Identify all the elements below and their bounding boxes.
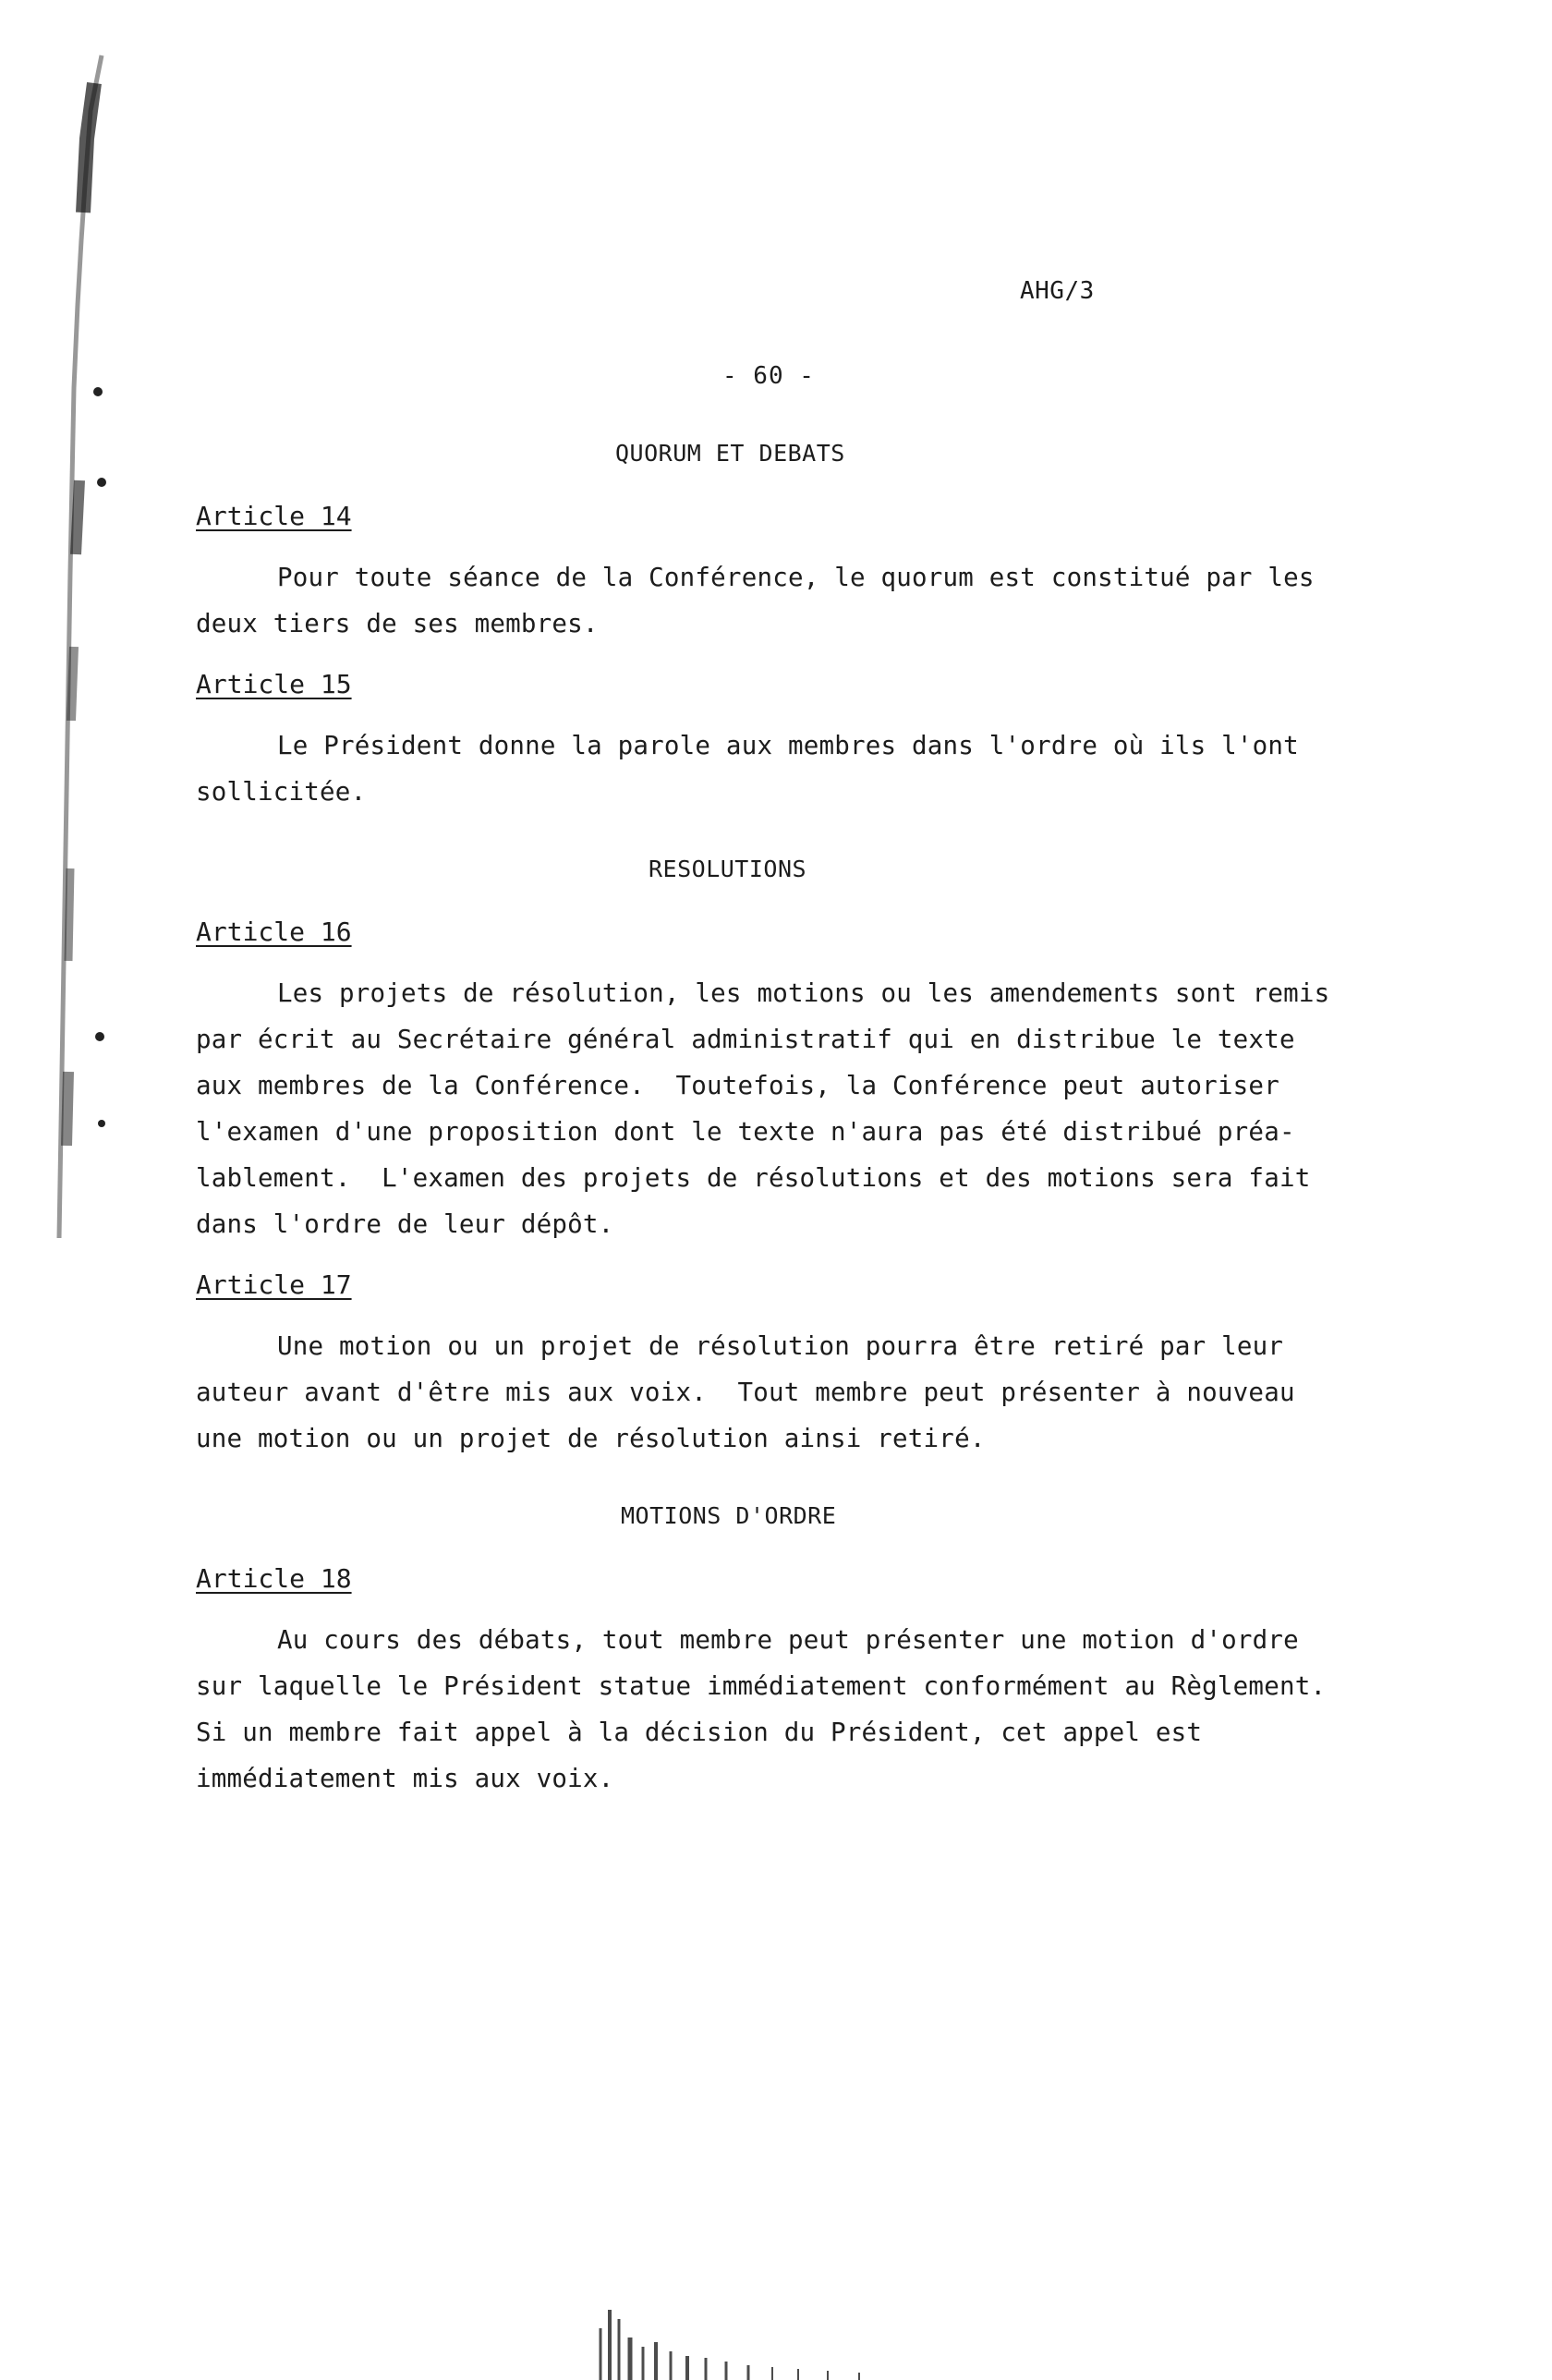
binding-shadow-artifact — [37, 0, 111, 1293]
article-14-line-2: deux tiers de ses membres. — [196, 609, 599, 638]
article-16-line-3: aux membres de la Conférence. Toutefois, la Conférence peut autoriser — [196, 1071, 1279, 1100]
section-heading-motions-ordre: MOTIONS D'ORDRE — [621, 1502, 837, 1529]
document-reference: AHG/3 — [1020, 277, 1095, 305]
article-16-text — [196, 970, 1397, 1247]
article-17-line-1: Une motion ou un projet de résolution pourra être retiré par leur — [277, 1331, 1284, 1361]
article-14-text — [196, 554, 1397, 647]
article-15-line-1: Le Président donne la parole aux membres dans l'ordre où ils l'ont — [277, 731, 1299, 760]
article-16-line-1: Les projets de résolution, les motions ou les amendements sont remis — [277, 978, 1330, 1008]
article-18-title: Article 18 — [196, 1563, 352, 1594]
article-18-line-2: sur laquelle le Président statue immédiatement conformément au Règlement. — [196, 1671, 1327, 1701]
article-18-line-3: Si un membre fait appel à la décision du Président, cet appel est — [196, 1718, 1203, 1747]
section-heading-resolutions: RESOLUTIONS — [649, 856, 807, 882]
article-14-title: Article 14 — [196, 501, 352, 531]
article-18-text — [196, 1617, 1397, 1802]
page-number: - 60 - — [722, 362, 815, 390]
article-17-line-3: une motion ou un projet de résolution ainsi retiré. — [196, 1424, 986, 1453]
section-heading-quorum: QUORUM ET DEBATS — [615, 440, 845, 467]
article-15-text — [196, 722, 1397, 815]
article-17-text — [196, 1323, 1397, 1462]
scan-edge-artifact — [591, 2291, 896, 2380]
article-15-line-2: sollicitée. — [196, 777, 367, 807]
article-17-title: Article 17 — [196, 1269, 352, 1300]
article-16-line-6: dans l'ordre de leur dépôt. — [196, 1209, 614, 1239]
article-14-line-1: Pour toute séance de la Conférence, le quorum est constitué par les — [277, 563, 1315, 592]
article-17-line-2: auteur avant d'être mis aux voix. Tout membre peut présenter à nouveau — [196, 1378, 1295, 1407]
article-15-title: Article 15 — [196, 669, 352, 699]
article-16-title: Article 16 — [196, 917, 352, 947]
article-16-line-4: l'examen d'une proposition dont le texte n'aura pas été distribué préa- — [196, 1117, 1295, 1147]
article-16-line-2: par écrit au Secrétaire général administratif qui en distribue le texte — [196, 1025, 1295, 1054]
article-18-line-4: immédiatement mis aux voix. — [196, 1764, 614, 1793]
article-18-line-1: Au cours des débats, tout membre peut présenter une motion d'ordre — [277, 1625, 1299, 1655]
article-16-line-5: lablement. L'examen des projets de résolutions et des motions sera fait — [196, 1163, 1311, 1193]
